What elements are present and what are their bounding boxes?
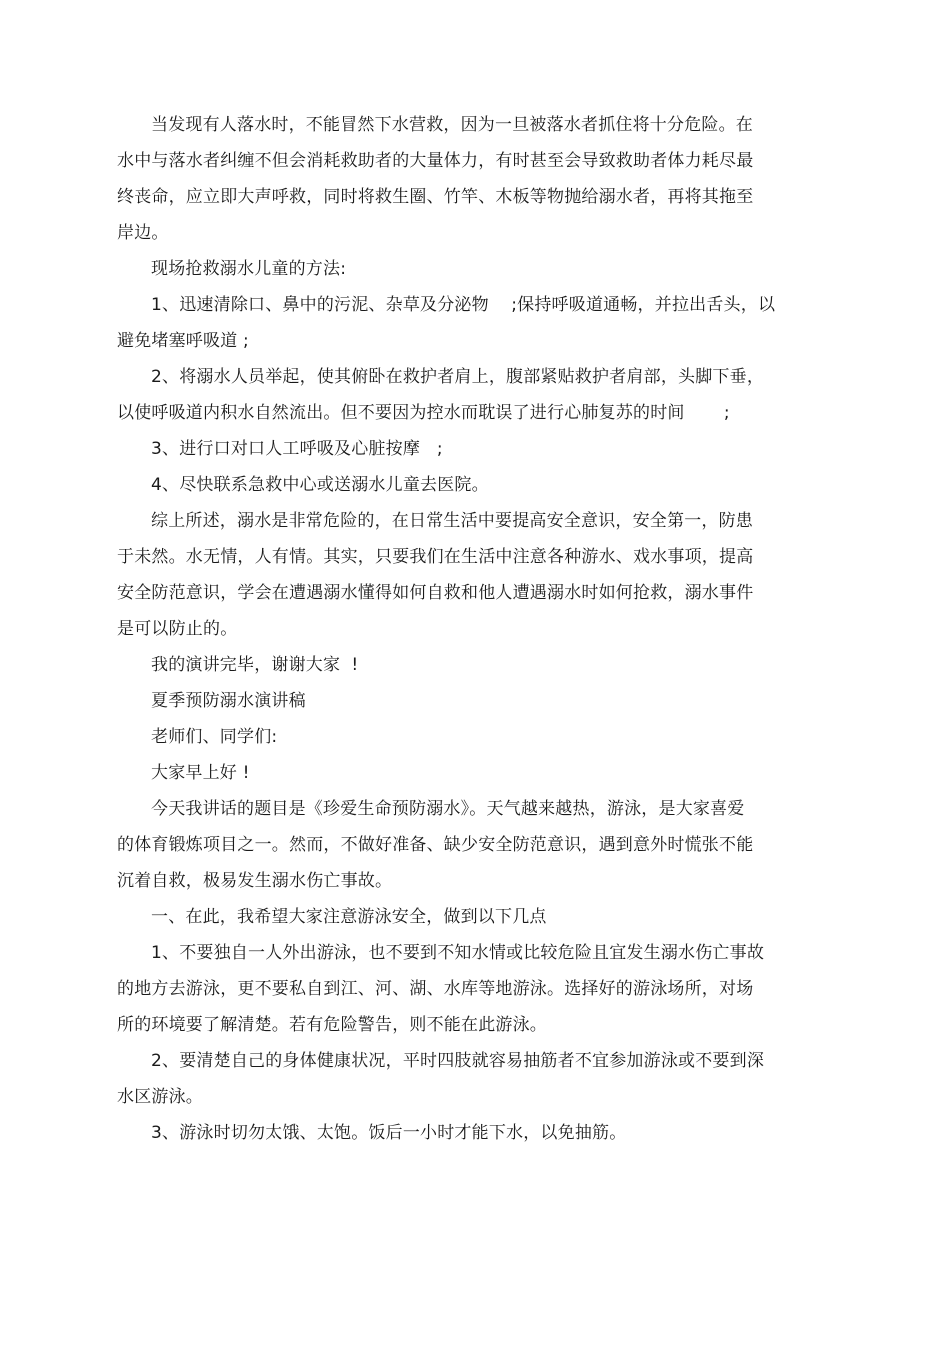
text-line: 当发现有人落水时，不能冒然下水营救，因为一旦被落水者抓住将十分危险。在 (151, 115, 753, 135)
text-line: 水中与落水者纠缠不但会消耗救助者的大量体力，有时甚至会导致救助者体力耗尽最 (117, 151, 754, 171)
document-body (117, 114, 817, 1144)
text-line: 水区游泳。 (117, 1087, 203, 1107)
text-line: 安全防范意识，学会在遭遇溺水懂得如何自救和他人遭遇溺水时如何抢救，溺水事件 (117, 583, 754, 603)
text-line: 2、将溺水人员举起，使其俯卧在救护者肩上，腹部紧贴救护者肩部，头脚下垂， (151, 367, 765, 387)
text-line: 以使呼吸道内积水自然流出。但不要因为控水而耽误了进行心肺复苏的时间 ; (117, 403, 730, 423)
text-line: 避免堵塞呼吸道 ; (117, 331, 249, 351)
text-line: 沉着自救，极易发生溺水伤亡事故。 (117, 871, 393, 891)
text-line: 是可以防止的。 (117, 619, 238, 639)
text-line: 所的环境要了解清楚。若有危险警告，则不能在此游泳。 (117, 1015, 547, 1035)
text-line: 终丧命，应立即大声呼救，同时将救生圈、竹竿、木板等物抛给溺水者，再将其拖至 (117, 187, 754, 207)
text-line: 岸边。 (117, 223, 169, 243)
text-line: 大家早上好 ! (151, 763, 250, 783)
text-line: 现场抢救溺水儿童的方法: (151, 259, 347, 279)
text-line: 夏季预防溺水演讲稿 (151, 691, 306, 711)
text-line: 的体育锻炼项目之一。然而，不做好准备、缺少安全防范意识，遇到意外时慌张不能 (117, 835, 754, 855)
text-line: 1、迅速清除口、鼻中的污泥、杂草及分泌物 ;保持呼吸道通畅，并拉出舌头，以 (151, 295, 776, 315)
text-line: 3、进行口对口人工呼吸及心脏按摩 ; (151, 439, 443, 459)
text-line: 综上所述，溺水是非常危险的，在日常生活中要提高安全意识，安全第一，防患 (151, 511, 753, 531)
text-line: 于未然。水无情，人有情。其实，只要我们在生活中注意各种游水、戏水事项，提高 (117, 547, 754, 567)
text-line: 今天我讲话的题目是《珍爱生命预防溺水》。天气越来越热，游泳，是大家喜爱 (151, 799, 745, 819)
text-line: 的地方去游泳，更不要私自到江、河、湖、水库等地游泳。选择好的游泳场所，对场 (117, 979, 754, 999)
text-line: 3、游泳时切勿太饿、太饱。饭后一小时才能下水，以免抽筋。 (151, 1123, 627, 1143)
text-line: 一、在此，我希望大家注意游泳安全，做到以下几点 (151, 907, 547, 927)
text-line: 我的演讲完毕，谢谢大家 ! (151, 655, 359, 675)
text-line: 4、尽快联系急救中心或送溺水儿童去医院。 (151, 475, 489, 495)
text-line: 1、不要独自一人外出游泳，也不要到不知水情或比较危险且宜发生溺水伤亡事故 (151, 943, 765, 963)
text-line: 老师们、同学们: (151, 727, 278, 747)
text-line: 2、要清楚自己的身体健康状况，平时四肢就容易抽筋者不宜参加游泳或不要到深 (151, 1051, 765, 1071)
